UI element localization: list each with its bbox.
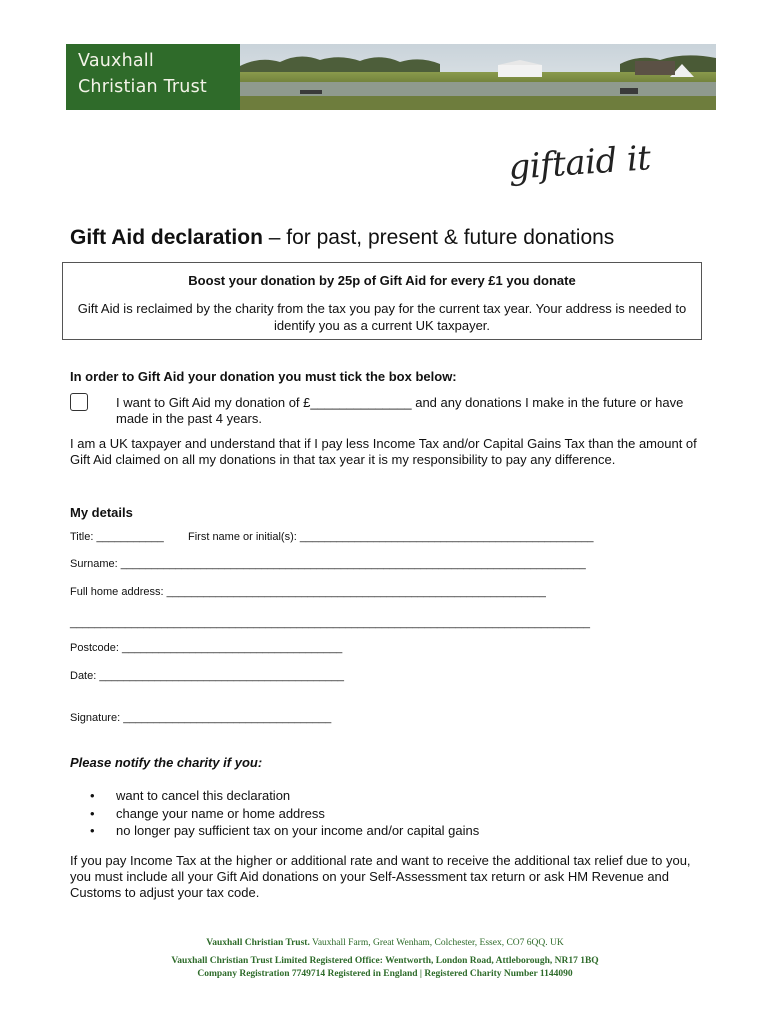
gift-aid-checkbox[interactable] bbox=[70, 393, 88, 411]
home-address-field[interactable]: Full home address: ______________________________________________________________ bbox=[70, 586, 546, 598]
title-bold: Gift Aid declaration bbox=[70, 226, 263, 249]
farm-landscape-photo bbox=[240, 44, 716, 110]
notify-list bbox=[90, 787, 479, 840]
home-address-line2[interactable]: _____________________________________________________________________________________ bbox=[70, 617, 591, 629]
footer-charity-name: Vauxhall Christian Trust. bbox=[206, 938, 310, 948]
list-item: • no longer pay sufficient tax on your income and/or capital gains bbox=[90, 822, 479, 840]
surname-field[interactable]: Surname: ____________________________________________________________________________ bbox=[70, 558, 586, 570]
footer-registered-office: Vauxhall Christian Trust Limited Registered Office: Wentworth, London Road, Attleborough, NR17 1BQ bbox=[171, 956, 599, 966]
boost-body: Gift Aid is reclaimed by the charity from the tax you pay for the current tax year. Your address is needed to identify you as a current UK taxpayer. bbox=[77, 301, 687, 333]
page-title bbox=[70, 226, 614, 250]
logo-text-line2: Christian Trust bbox=[78, 77, 207, 97]
signature-field[interactable]: Signature: __________________________________ bbox=[70, 712, 332, 724]
list-item: • want to cancel this declaration bbox=[90, 787, 479, 805]
giftaid-logo: giftaid it bbox=[507, 138, 652, 188]
notify-heading: Please notify the charity if you: bbox=[70, 755, 263, 770]
list-item: • change your name or home address bbox=[90, 805, 479, 823]
logo-text-line1: Vauxhall bbox=[78, 51, 154, 71]
title-field[interactable]: Title: ___________ bbox=[70, 531, 164, 543]
boost-info-box bbox=[62, 262, 702, 340]
footer-registration: Company Registration 7749714 Registered in England | Registered Charity Number 1144090 bbox=[197, 969, 573, 979]
my-details-heading: My details bbox=[70, 505, 133, 520]
date-field[interactable]: Date: ________________________________________ bbox=[70, 670, 345, 682]
postcode-field[interactable]: Postcode: ____________________________________ bbox=[70, 642, 343, 654]
footer-address bbox=[0, 938, 770, 948]
tick-instruction: In order to Gift Aid your donation you must tick the box below: bbox=[70, 369, 457, 384]
boost-heading: Boost your donation by 25p of Gift Aid for every £1 you donate bbox=[188, 273, 576, 288]
first-name-field[interactable]: First name or initial(s): ________________________________________________ bbox=[188, 531, 594, 543]
footer-address-text: Vauxhall Farm, Great Wenham, Colchester, Essex, CO7 6QQ. UK bbox=[309, 938, 564, 948]
higher-rate-note: If you pay Income Tax at the higher or additional rate and want to receive the additional tax relief due to you, you must include all your Gift Aid donations on your Self-Assessment tax return or ask HM Revenue and Customs to adjust your tax code. bbox=[70, 853, 691, 900]
charity-logo bbox=[66, 44, 240, 110]
taxpayer-declaration: I am a UK taxpayer and understand that if I pay less Income Tax and/or Capital Gains Tax than the amount of Gift Aid claimed on all my donations in that tax year it is my responsibility to pay any difference. bbox=[70, 436, 697, 467]
header-banner bbox=[66, 44, 716, 110]
title-rest: – for past, present & future donations bbox=[262, 226, 615, 249]
gift-aid-statement: I want to Gift Aid my donation of £______________ and any donations I make in the future or have made in the past 4 years. bbox=[116, 395, 684, 426]
